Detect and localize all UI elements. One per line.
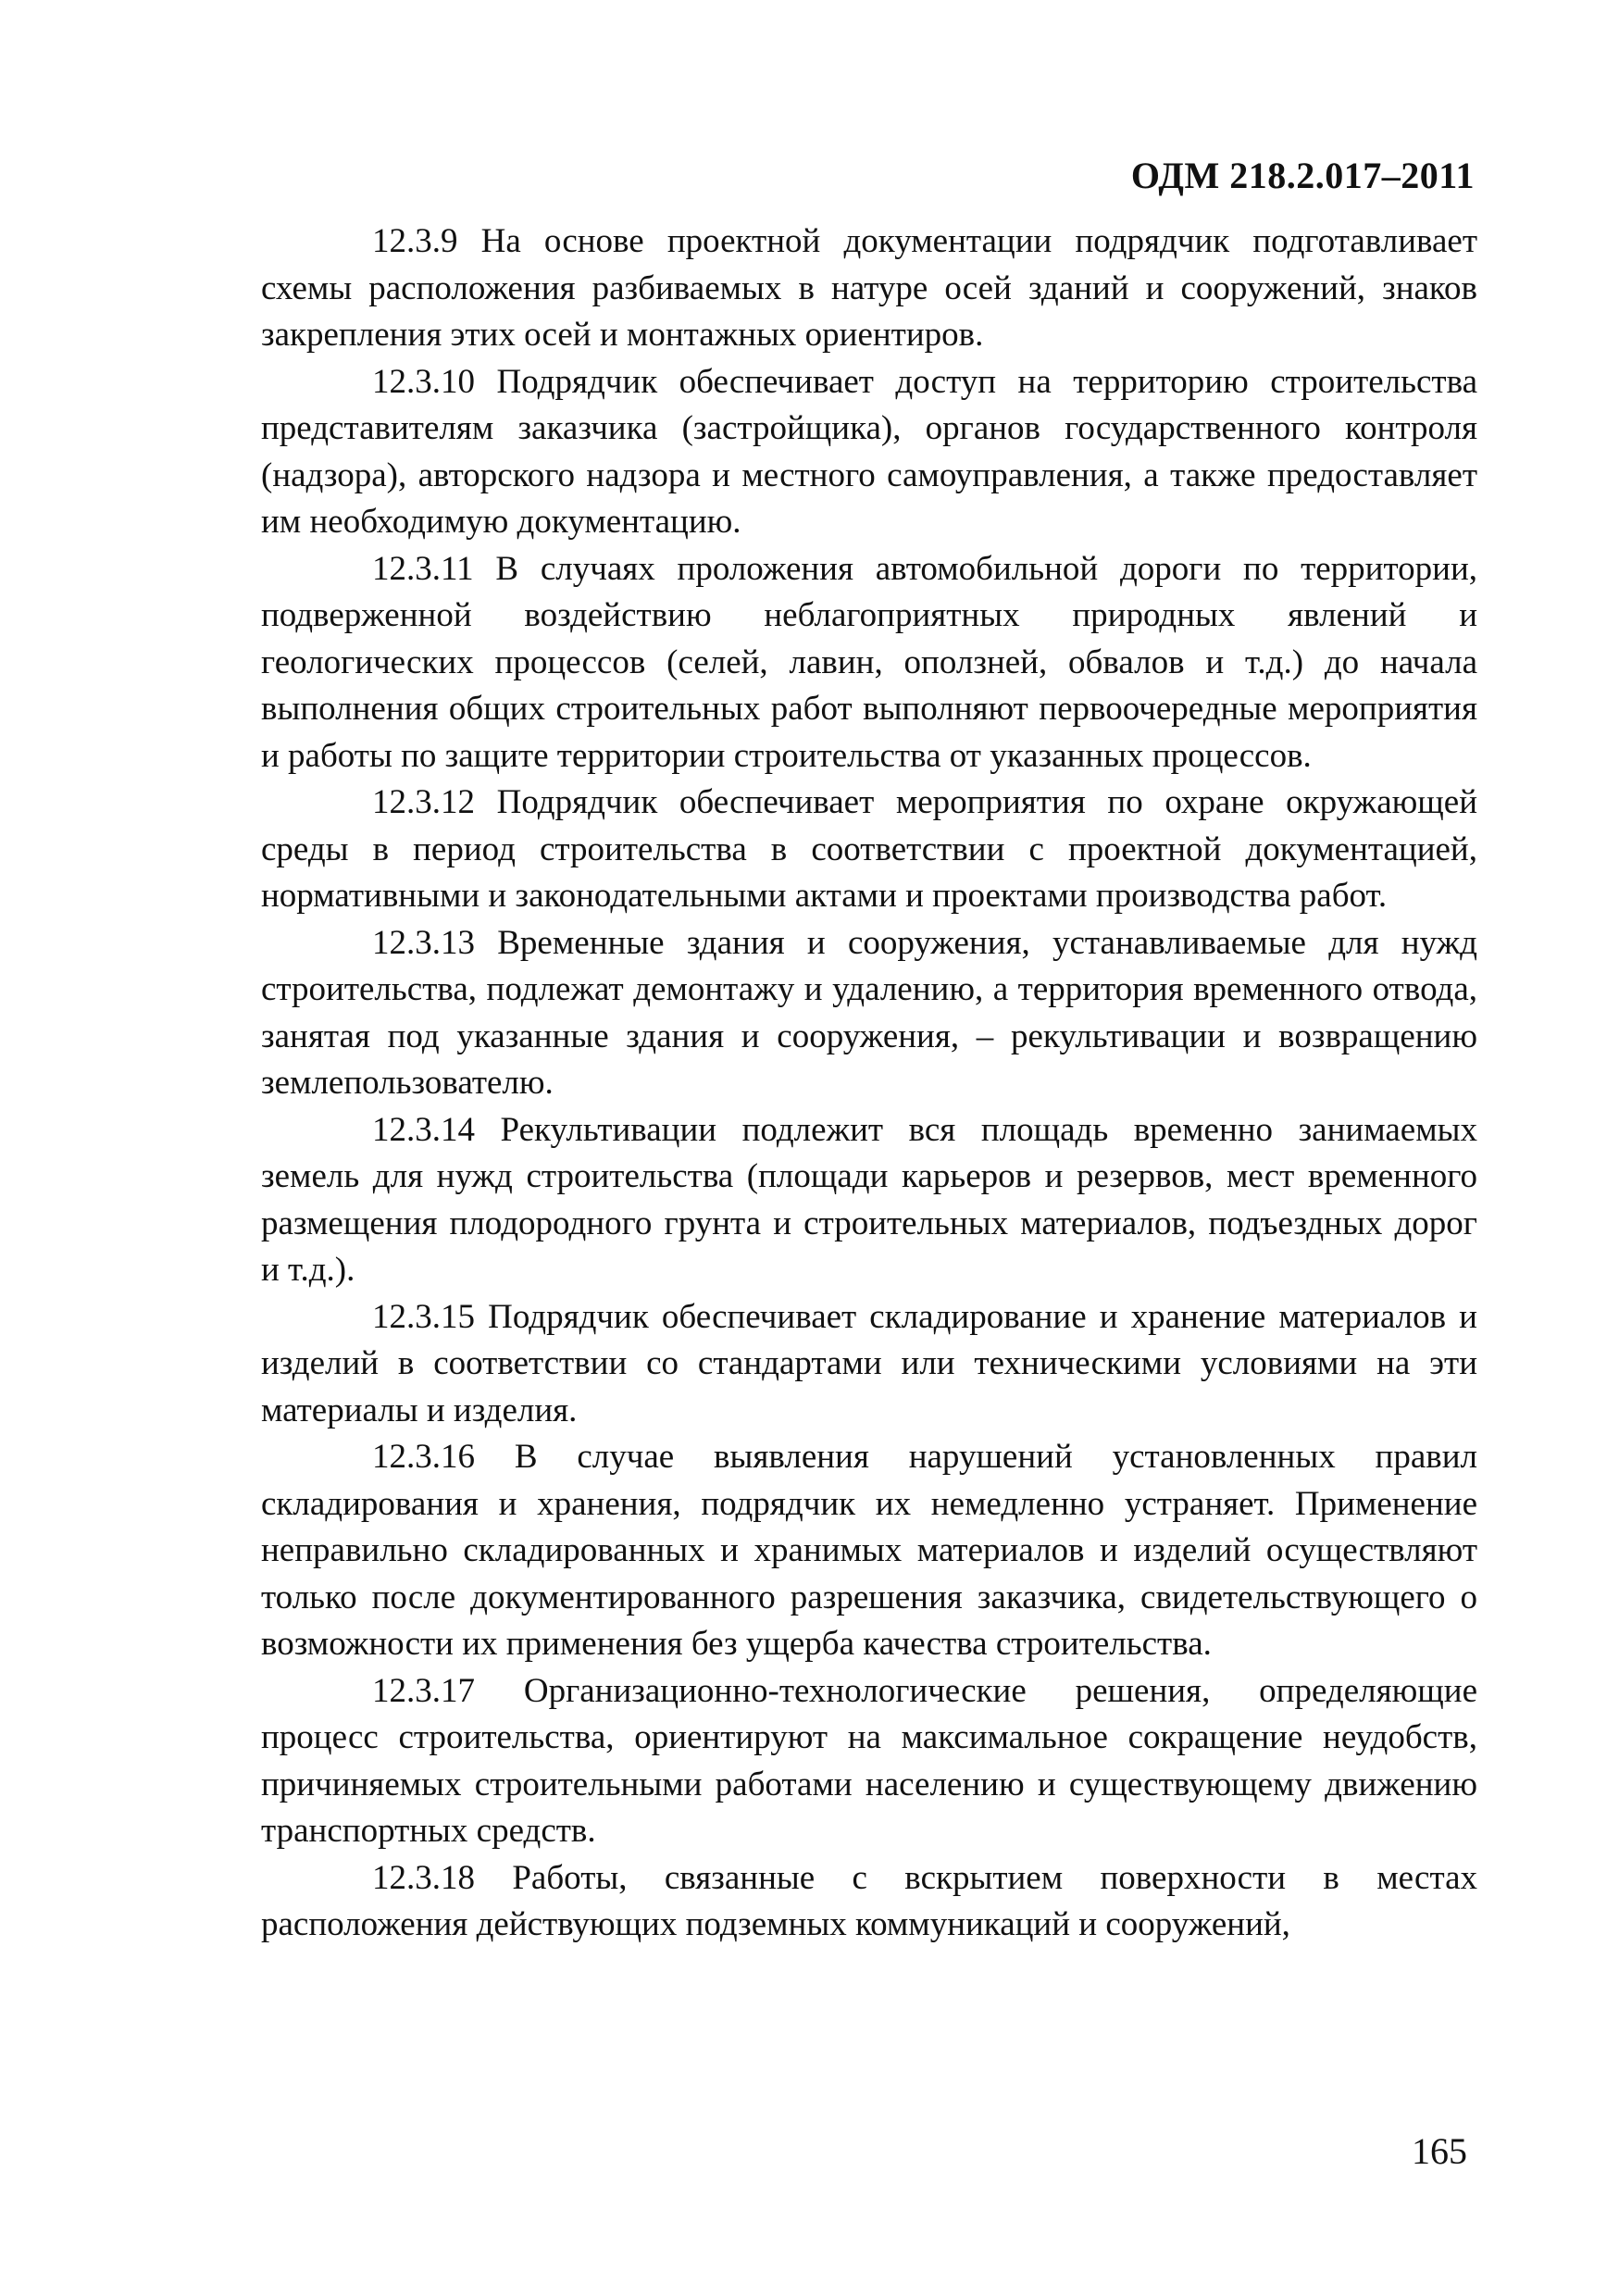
paragraph-12-3-9: 12.3.9 На основе проектной документации подрядчик подготавливает схемы расположения разбиваемых в натуре осей зданий и сооружений, знаков закрепления этих осей и монтажных ориентиров. <box>261 222 1477 354</box>
paragraph-12-3-14: 12.3.14 Рекультивации подлежит вся площадь временно занимаемых земель для нужд строительства (площади карьеров и резервов, мест временного размещения плодородного грунта и строительных материалов, подъездных дорог и т.д.). <box>261 1110 1477 1289</box>
paragraph-12-3-11: 12.3.11 В случаях проложения автомобильной дороги по территории, подверженной воздействию неблагоприятных природных явлений и геологических процессов (селей, лавин, оползней, обвалов и т.д.) до начала выполнения общих строительных работ выполняют первоочередные мероприятия и работы по защите территории строительства от указанных процессов. <box>261 549 1477 775</box>
paragraph-12-3-13: 12.3.13 Временные здания и сооружения, устанавливаемые для нужд строительства, подлежат демонтажу и удалению, а территория временного отвода, занятая под указанные здания и сооружения, – рекультивации и возвращению землепользователю. <box>261 923 1477 1102</box>
paragraph-12-3-18: 12.3.18 Работы, связанные с вскрытием поверхности в местах расположения действующих подземных коммуникаций и сооружений, <box>261 1858 1477 1943</box>
paragraph-12-3-16: 12.3.16 В случае выявления нарушений установленных правил складирования и хранения, подрядчик их немедленно устраняет. Применение неправильно складированных и хранимых материалов и изделий осуществляют только после документированного разрешения заказчика, свидетельствующего о возможности их применения без ущерба качества строительства. <box>261 1438 1477 1663</box>
paragraph-12-3-17: 12.3.17 Организационно-технологические решения, определяющие процесс строительства, ориентируют на максимальное сокращение неудобств, причиняемых строительными работами населению и существующему движению транспортных средств. <box>261 1671 1477 1850</box>
page-number: 165 <box>1412 2130 1467 2172</box>
paragraph-12-3-12: 12.3.12 Подрядчик обеспечивает мероприятия по охране окружающей среды в период строительства в соответствии с проектной документацией, нормативными и законодательными актами и проектами производства работ. <box>261 783 1477 915</box>
paragraph-12-3-10: 12.3.10 Подрядчик обеспечивает доступ на территорию строительства представителям заказчика (застройщика), органов государственного контроля (надзора), авторского надзора и местного самоуправления, а также предоставляет им необходимую документацию. <box>261 362 1477 541</box>
document-body <box>261 218 1477 1949</box>
paragraph-12-3-15: 12.3.15 Подрядчик обеспечивает складирование и хранение материалов и изделий в соответствии со стандартами или техническими условиями на эти материалы и изделия. <box>261 1297 1477 1429</box>
document-code-header: ОДМ 218.2.017–2011 <box>1130 155 1475 196</box>
